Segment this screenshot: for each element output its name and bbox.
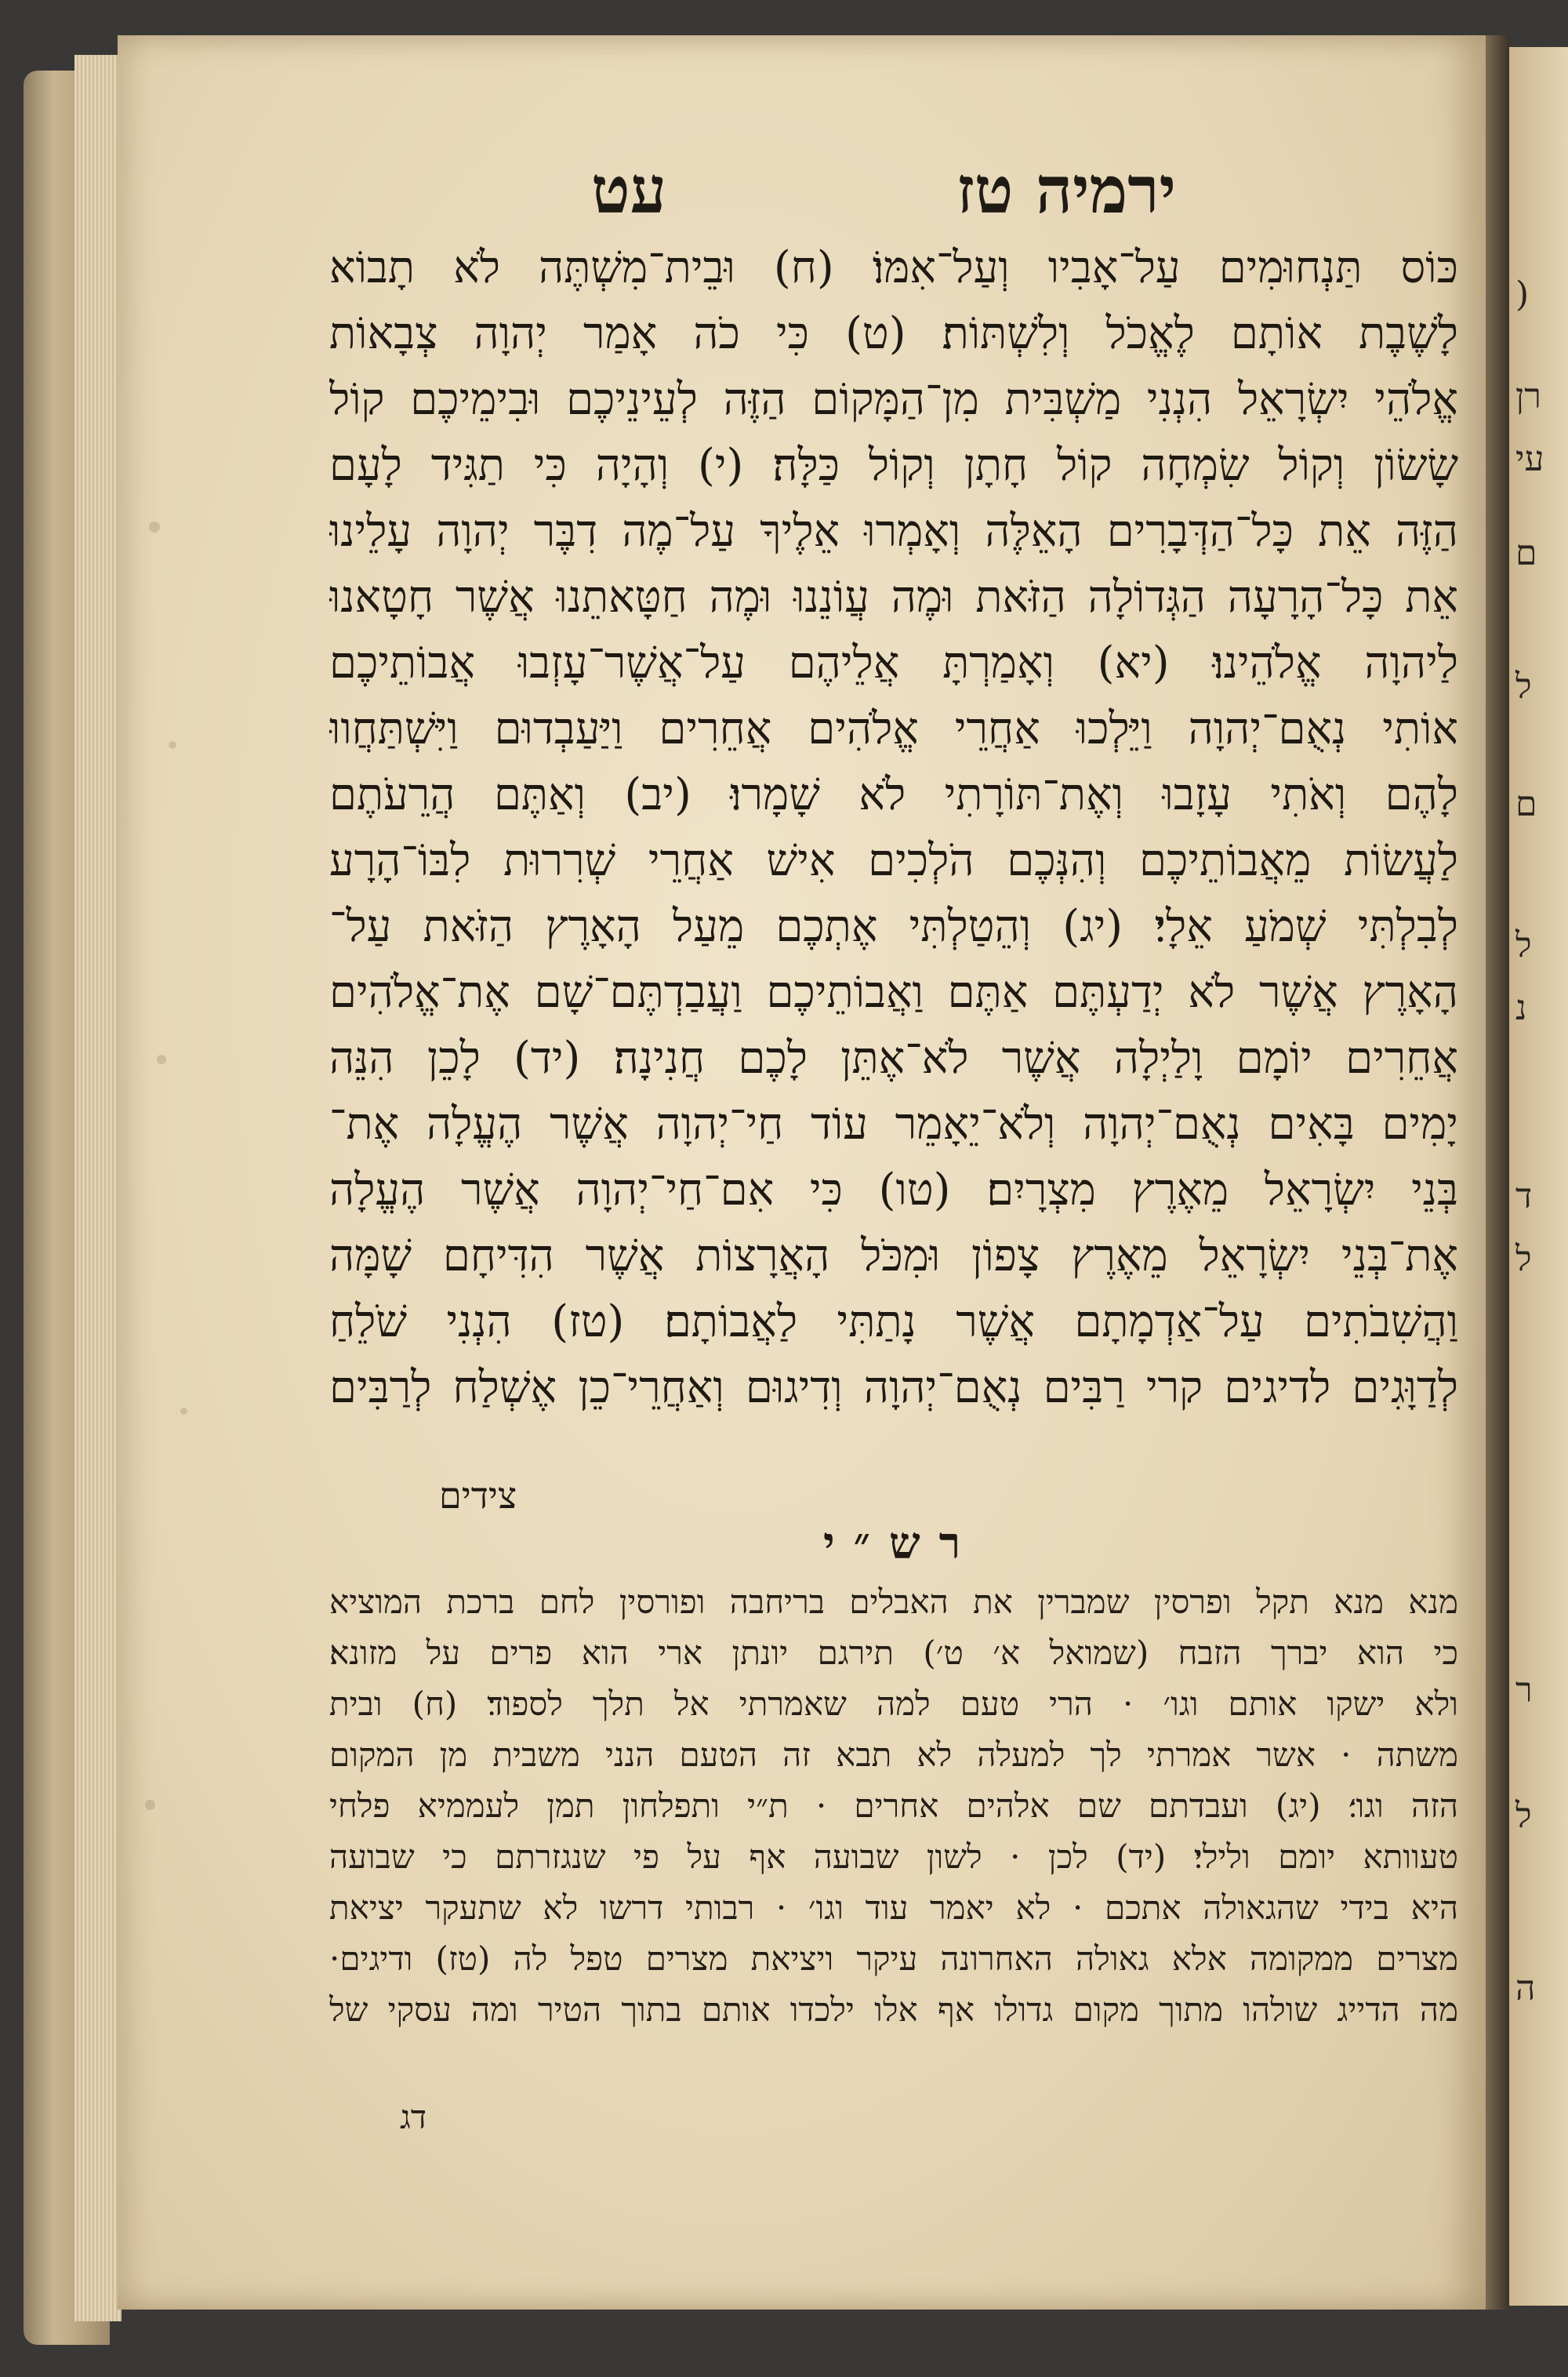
text-line: לַעֲשׂוֹת מֵאֲבוֹתֵיכֶם וְהִנְּכֶם הֹלְכִים אִישׁ אַחֲרֵי שְׁרִרוּת לִבּוֹ־הָרָע <box>329 835 1458 886</box>
text-line: אֶת־בְּנֵי יִשְׂרָאֵל מֵאֶרֶץ צָפוֹן וּמִכֹּל הָאֲרָצוֹת אֲשֶׁר הִדִּיחָם שָׁמָּה <box>329 1230 1458 1281</box>
right-page-fragment: רן <box>1515 376 1541 416</box>
text-line: וַהֲשִׁבֹתִים עַל־אַדְמָתָם אֲשֶׁר נָתַתִּי לַאֲבוֹתָם׃ (טז) הִנְנִי שֹׁלֵחַ <box>329 1296 1458 1347</box>
commentary-line: משתה · אשר אמרתי לך למעלה לא תבא זה הטעם הנני משבית מן המקום <box>329 1736 1458 1774</box>
text-line: אוֹתִי נְאֻם־יְהוָה וַיֵּלְכוּ אַחֲרֵי אֱלֹהִים אֲחֵרִים וַיַּעַבְדוּם וַיִּשְׁתַּחֲווּ <box>329 703 1458 754</box>
catchword: צידים <box>439 1474 517 1517</box>
text-line: לְבִלְתִּי שְׁמֹעַ אֵלָי׃ (יג) וְהֵטַלְתִּי אֶתְכֶם מֵעַל הָאָרֶץ הַזֹּאת עַל־ <box>329 901 1458 952</box>
stain <box>157 1055 166 1064</box>
book-gutter <box>1486 35 1509 2310</box>
text-line: אֱלֹהֵי יִשְׂרָאֵל הִנְנִי מַשְׁבִּית מִן־הַמָּקוֹם הַזֶּה לְעֵינֵיכֶם וּבִימֵיכֶם קוֹל <box>329 374 1458 425</box>
commentary-title: רש״י <box>823 1517 980 1569</box>
right-page-fragment: ם <box>1515 533 1537 573</box>
right-page-fragment: ל <box>1515 667 1532 707</box>
commentary-line: ולא ישקו אותם וגו׳ · הרי טעם למה שאמרתי אל תלך לספוד׃ (ח) ובית <box>329 1685 1458 1723</box>
signature-mark: דג <box>400 2098 427 2136</box>
text-line: אֵת כָּל־הָרָעָה הַגְּדוֹלָה הַזֹּאת וּמֶה עֲוֹנֵנוּ וּמֶה חַטָּאתֵנוּ אֲשֶׁר חָטָאנוּ <box>329 572 1458 623</box>
text-line: לְדַוָּגִים לדיגים קרי רַבִּים נְאֻם־יְהוָה וְדִיגוּם וְאַחֲרֵי־כֵן אֶשְׁלַח לְרַבִּים <box>329 1362 1458 1413</box>
right-page-fragment: נ <box>1515 988 1527 1028</box>
text-line: לָהֶם וְאֹתִי עָזָבוּ וְאֶת־תּוֹרָתִי לֹא שָׁמָרוּ׃ (יב) וְאַתֶּם הֲרֵעֹתֶם <box>329 769 1458 820</box>
commentary-line: היא בידי שהגאולה אתכם · לא יאמר עוד וגו׳ · רבותי דרשו לא שתעקר יציאת <box>329 1888 1458 1927</box>
right-page-fragment: ם <box>1515 784 1537 824</box>
text-line: הַזֶּה אֵת כָּל־הַדְּבָרִים הָאֵלֶּה וְאָמְרוּ אֵלֶיךָ עַל־מֶה דִבֶּר יְהוָה עָלֵינוּ <box>329 506 1458 557</box>
commentary-line: מנא מנא תקל ופרסין שמברין את האבלים בריחבה ופורסין לחם ברכת המוציא <box>329 1583 1458 1621</box>
commentary-line: הזה וגו׳׃ (יג) ועבדתם שם אלהים אחרים · ת״י ותפלחון תמן לעממיא פלחי <box>329 1786 1458 1825</box>
right-page-edge <box>1509 47 1568 2306</box>
text-line: שָׂשׂוֹן וְקוֹל שִׂמְחָה קוֹל חָתָן וְקוֹל כַּלָּה׃ (י) וְהָיָה כִּי תַגִּיד לָעָם <box>329 440 1458 491</box>
text-line: לַיהוָה אֱלֹהֵינוּ׃ (יא) וְאָמַרְתָּ אֲלֵיהֶם עַל־אֲשֶׁר־עָזְבוּ אֲבוֹתֵיכֶם <box>329 638 1458 689</box>
text-line: לָשֶׁבֶת אוֹתָם לֶאֱכֹל וְלִשְׁתּוֹת׃ (ט) כִּי כֹה אָמַר יְהוָה צְבָאוֹת <box>329 308 1458 359</box>
text-line: אֲחֵרִים יוֹמָם וָלַיְלָה אֲשֶׁר לֹא־אֶתֵּן לָכֶם חֲנִינָה׃ (יד) לָכֵן הִנֵּה <box>329 1033 1458 1084</box>
page-number: עט <box>591 153 666 228</box>
text-line: בְּנֵי יִשְׂרָאֵל מֵאֶרֶץ מִצְרָיִם׃ (טו) כִּי אִם־חַי־יְהוָה אֲשֶׁר הֶעֱלָה <box>329 1165 1458 1216</box>
right-page-fragment: ( <box>1515 274 1530 314</box>
right-page-fragment: ד <box>1515 1176 1533 1216</box>
rashi-commentary <box>329 1576 1458 2035</box>
right-page-fragment: עי <box>1515 439 1544 479</box>
commentary-line: כי הוא יברך הזבח (שמואל א׳ ט׳) תירגם יונתן ארי הוא פרים על מזונא׃ <box>329 1634 1458 1672</box>
scripture-text <box>329 235 1458 1421</box>
page-stack <box>74 55 122 2321</box>
stain <box>149 522 160 532</box>
text-line: הָאָרֶץ אֲשֶׁר לֹא יְדַעְתֶּם אַתֶּם וַאֲבוֹתֵיכֶם וַעֲבַדְתֶּם־שָׁם אֶת־אֱלֹהִים <box>329 967 1458 1018</box>
commentary-line: מצרים ממקומה אלא גאולה האחרונה עיקר ויציאת מצרים טפל לה (טז) ודיגים· <box>329 1939 1458 1978</box>
text-line: כּוֹס תַּנְחוּמִים עַל־אָבִיו וְעַל־אִמּוֹ׃ (ח) וּבֵית־מִשְׁתֶּה לֹא תָבוֹא <box>329 242 1458 293</box>
text-line: יָמִים בָּאִים נְאֻם־יְהוָה וְלֹא־יֵאָמֵר עוֹד חַי־יְהוָה אֲשֶׁר הֶעֱלָה אֶת־ <box>329 1099 1458 1150</box>
commentary-line: מה הדייג שולהו מתוך מקום גדולו אף אלו ילכדו אותם בתוך הטיר ומה עסקי של <box>329 1990 1458 2029</box>
stain <box>180 1408 187 1415</box>
book-chapter-title: ירמיה טז <box>956 153 1176 228</box>
right-page-fragment: ל <box>1515 1796 1532 1836</box>
right-page-fragment: ל <box>1515 925 1532 965</box>
running-header <box>337 153 1435 239</box>
right-page-fragment: ה <box>1515 1968 1536 2008</box>
right-page-fragment: ר <box>1515 1670 1533 1710</box>
stain <box>169 741 176 749</box>
right-page-fragment: ל <box>1515 1239 1532 1279</box>
stain <box>145 1800 155 1810</box>
commentary-line: טעוותא יומם ולילי׃ (יד) לכן · לשון שבועה אף על פי שנגזרתם כי שבועה <box>329 1837 1458 1876</box>
